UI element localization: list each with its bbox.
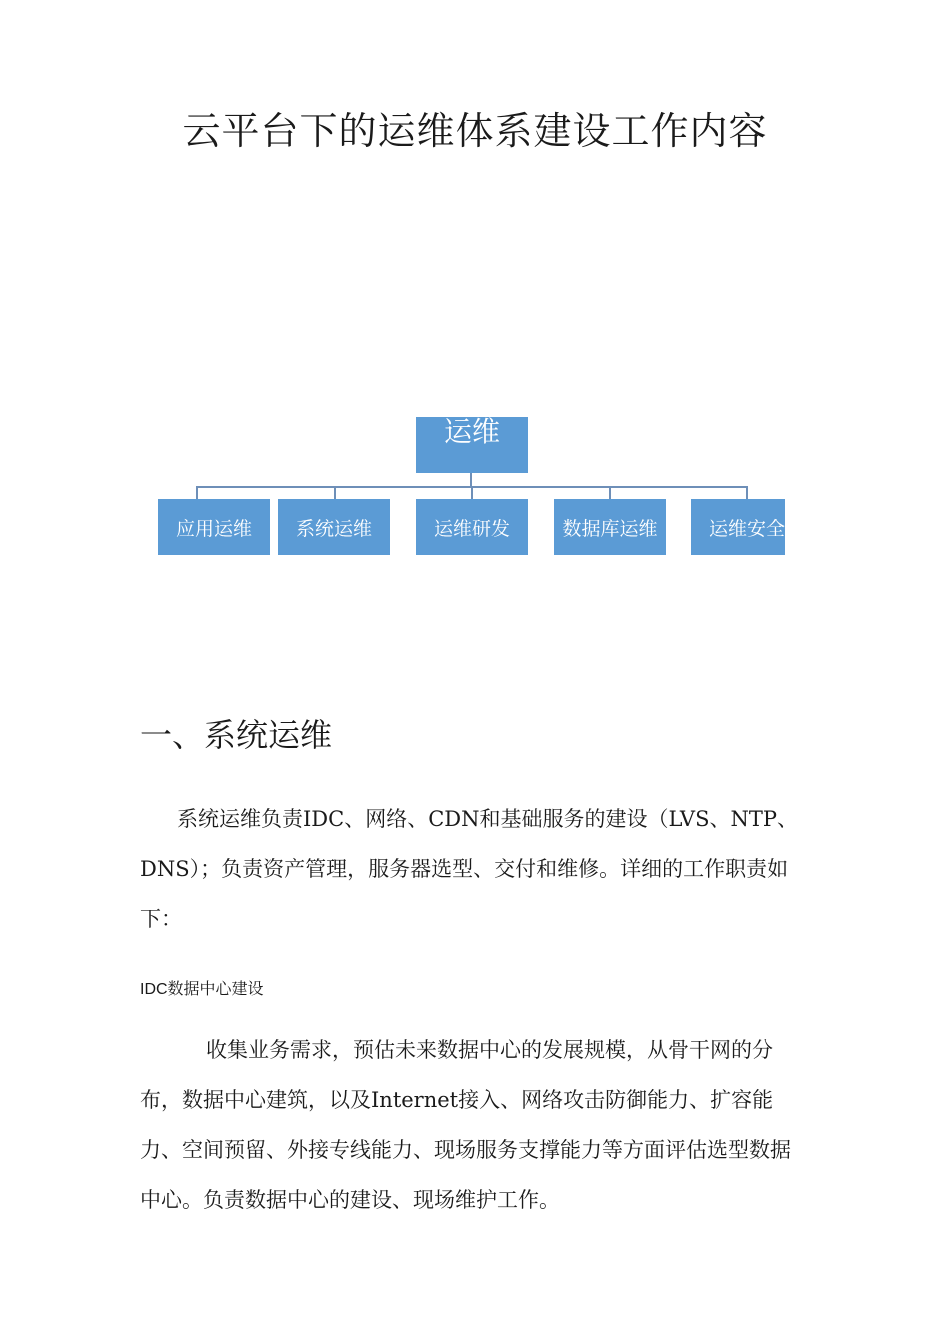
org-node-db-ops: 数据库运维 bbox=[554, 499, 666, 555]
connector-vertical-root bbox=[470, 473, 472, 487]
intro-paragraph: 系统运维负责IDC、网络、CDN和基础服务的建设（LVS、NTP、DNS）；负责资产管理，服务器选型、交付和维修。详细的工作职责如下： bbox=[140, 807, 798, 931]
subheading: IDC数据中心建设 bbox=[140, 981, 264, 998]
org-node-system-ops: 系统运维 bbox=[278, 499, 390, 555]
org-chart bbox=[0, 0, 950, 600]
section-heading: 一、系统运维 bbox=[140, 716, 333, 754]
org-node-app-ops: 应用运维 bbox=[158, 499, 270, 555]
connector-child-1 bbox=[196, 486, 198, 499]
org-node-ops-dev: 运维研发 bbox=[416, 499, 528, 555]
connector-child-2 bbox=[334, 486, 336, 499]
body-paragraph: 收集业务需求，预估未来数据中心的发展规模，从骨干网的分布，数据中心建筑，以及Internet接入、网络攻击防御能力、扩容能力、空间预留、外接专线能力、现场服务支撑能力等方面评估选型数据中心。负责数据中心的建设、现场维护工作。 bbox=[140, 1038, 791, 1212]
connector-child-3 bbox=[471, 486, 473, 499]
org-node-ops-security: 运维安全 bbox=[691, 499, 785, 555]
org-root-node: 运维 bbox=[416, 417, 528, 473]
document-title: 云平台下的运维体系建设工作内容 bbox=[182, 109, 768, 153]
connector-child-5 bbox=[746, 486, 748, 499]
connector-child-4 bbox=[609, 486, 611, 499]
